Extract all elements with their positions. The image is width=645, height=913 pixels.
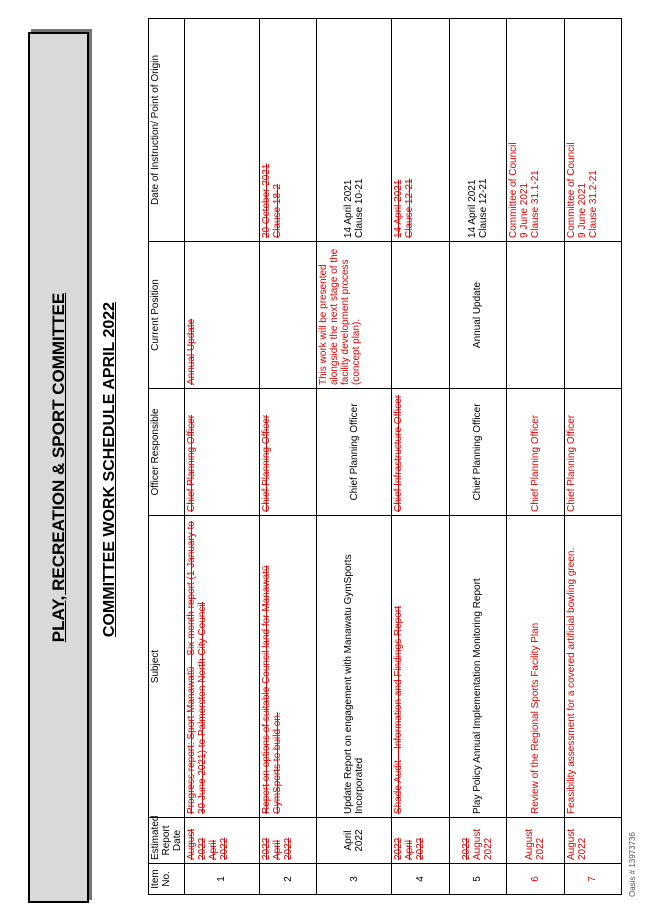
officer: Chief Planning Officer xyxy=(507,389,564,516)
origin xyxy=(259,19,316,242)
origin xyxy=(564,19,621,242)
item-no: 4 xyxy=(392,864,449,895)
current-position xyxy=(564,242,621,389)
origin xyxy=(449,19,506,242)
header-subject: Subject xyxy=(149,516,185,818)
current-position: This work will be presented alongside the next stage of the facility development process (concept plan). xyxy=(317,242,392,389)
origin-line: Clause 31.1-21 xyxy=(530,170,542,238)
current-position xyxy=(507,242,564,389)
table-row xyxy=(259,19,316,895)
origin-line: Committee of Council xyxy=(508,142,520,238)
date-struck: 2022 xyxy=(461,837,473,860)
officer: Chief Planning Officer xyxy=(185,389,260,516)
table-row xyxy=(185,19,260,895)
header-origin: Date of Instruction/ Point of Origin xyxy=(149,19,185,242)
subject: Progress report: Sport Manawatū – Six month report (1 January to 30 June 2021) to Palmerston North City Council xyxy=(185,516,260,818)
table-row xyxy=(507,19,564,895)
origin xyxy=(185,19,260,242)
date-struck: April 2022 xyxy=(271,837,294,860)
subject: Shade Audit – Information and Findings Report xyxy=(392,516,449,818)
item-no: 7 xyxy=(564,864,621,895)
date-struck: April 2022 xyxy=(208,837,230,860)
schedule-title: COMMITTEE WORK SCHEDULE APRIL 2022 xyxy=(101,301,118,638)
item-no: 5 xyxy=(449,864,506,895)
table-row xyxy=(392,19,449,895)
subject: Update Report on engagement with Manawatu GymSports Incorporated xyxy=(317,516,392,818)
committee-title: PLAY, RECREATION & SPORT COMMITTEE xyxy=(48,292,68,643)
item-no: 6 xyxy=(507,864,564,895)
origin-line: 20 October 2021 xyxy=(260,163,272,238)
item-no: 2 xyxy=(259,864,316,895)
officer: Chief Planning Officer xyxy=(259,389,316,516)
origin-line: Clause 12-21 xyxy=(477,178,489,238)
table-row xyxy=(564,19,621,895)
origin-line: 14 April 2021 xyxy=(393,179,405,238)
subject: Report on options of suitable Council land for Manawatū GymSports to build on. xyxy=(259,516,316,818)
officer: Chief Planning Officer xyxy=(564,389,621,516)
header-item-no: Item No. xyxy=(149,864,185,895)
subject: Feasibility assessment for a covered artificial bowling green. xyxy=(564,516,621,818)
origin-line: Clause 12-21 xyxy=(404,178,416,238)
item-no: 3 xyxy=(317,864,392,895)
current-position: Annual Update xyxy=(185,242,260,389)
report-date: April 2022 xyxy=(317,818,392,864)
report-date: August 2022 xyxy=(507,818,564,864)
origin-line: Committee of Council xyxy=(565,142,577,238)
work-schedule-table xyxy=(148,18,622,895)
origin-line: Clause 31.2-21 xyxy=(587,170,599,238)
origin-line: Clause 18-2 xyxy=(271,184,283,238)
origin xyxy=(392,19,449,242)
item-no: 1 xyxy=(185,864,260,895)
origin-line: 9 June 2021 xyxy=(519,182,531,238)
current-position xyxy=(259,242,316,389)
report-date xyxy=(392,818,449,864)
report-date xyxy=(259,818,316,864)
date-struck: 2022 xyxy=(393,837,405,860)
officer: Chief Planning Officer xyxy=(449,389,506,516)
date-struck: August 2022 xyxy=(186,828,208,860)
date-new: August 2022 xyxy=(472,828,495,860)
header-report-date: Estimated Report Date xyxy=(149,818,185,864)
table-row xyxy=(317,19,392,895)
report-date xyxy=(185,818,260,864)
officer: Chief Infrastructure Officer xyxy=(392,389,449,516)
report-date: August 2022 xyxy=(564,818,621,864)
origin xyxy=(507,19,564,242)
date-struck: 2022 xyxy=(260,837,272,860)
current-position xyxy=(392,242,449,389)
table-header-row xyxy=(149,19,185,895)
oasis-reference: Oasis # 13973736 xyxy=(628,832,637,897)
subject: Play Policy Annual Implementation Monitoring Report xyxy=(449,516,506,818)
committee-title-box xyxy=(28,32,89,903)
origin-line: 9 June 2021 xyxy=(576,182,588,238)
origin-line: Clause 10-21 xyxy=(354,178,366,238)
report-date xyxy=(449,818,506,864)
header-officer: Officer Responsible xyxy=(149,389,185,516)
current-position: Annual Update xyxy=(449,242,506,389)
subject: Review of the Regional Sports Facility Plan xyxy=(507,516,564,818)
origin xyxy=(317,19,392,242)
origin-line: 14 April 2021 xyxy=(466,179,478,238)
header-current-position: Current Position xyxy=(149,242,185,389)
date-struck: April 2022 xyxy=(404,837,427,860)
table-row xyxy=(449,19,506,895)
origin-line: 14 April 2021 xyxy=(343,179,355,238)
officer: Chief Planning Officer xyxy=(317,389,392,516)
